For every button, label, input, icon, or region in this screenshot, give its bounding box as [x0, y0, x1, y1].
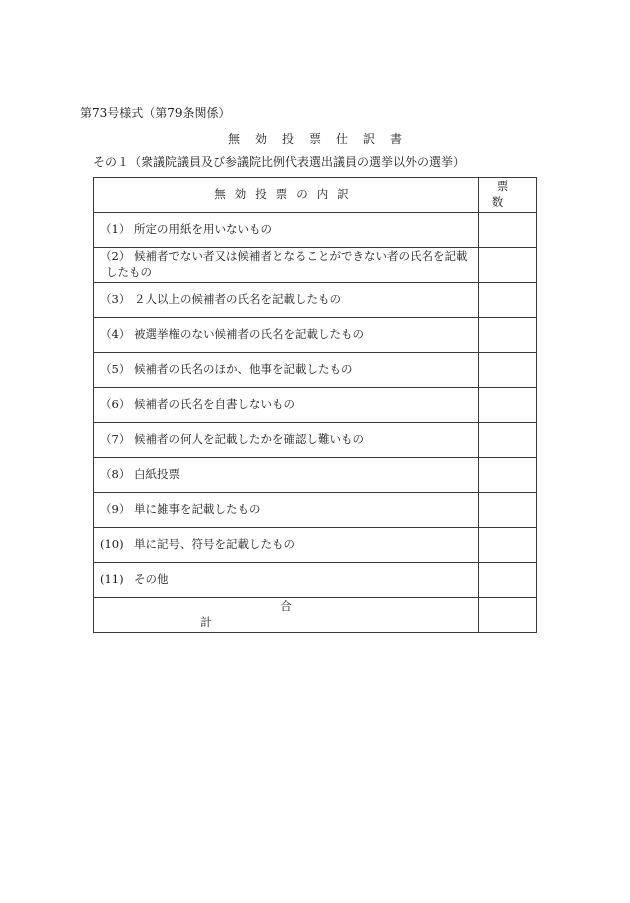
- total-count-cell[interactable]: [479, 598, 537, 633]
- item-text: 候補者の氏名を自書しないもの: [134, 397, 295, 412]
- item-number: (11): [100, 572, 124, 587]
- count-cell[interactable]: [479, 318, 537, 353]
- item-cell: [94, 213, 479, 248]
- count-cell[interactable]: [479, 388, 537, 423]
- item-text: 単に雑事を記載したもの: [134, 502, 261, 517]
- count-cell[interactable]: [479, 283, 537, 318]
- table-row: [94, 318, 537, 353]
- item-text: 所定の用紙を用いないもの: [134, 222, 272, 237]
- table-row: [94, 493, 537, 528]
- item-number: （9）: [100, 502, 131, 517]
- item-text-continued: したもの: [106, 265, 152, 279]
- total-label: 合計: [94, 598, 479, 633]
- table-row: [94, 248, 537, 283]
- table-row: [94, 563, 537, 598]
- count-cell[interactable]: [479, 213, 537, 248]
- item-number: （8）: [100, 467, 131, 482]
- count-cell[interactable]: [479, 248, 537, 283]
- count-cell[interactable]: [479, 353, 537, 388]
- item-text: 被選挙権のない候補者の氏名を記載したもの: [134, 327, 364, 342]
- item-text: 白紙投票: [134, 467, 180, 482]
- header-item-breakdown: 無効投票の内訳: [94, 178, 479, 213]
- table-row: [94, 423, 537, 458]
- item-number: （4）: [100, 327, 131, 342]
- item-number: （5）: [100, 362, 131, 377]
- item-text: 候補者でない者又は候補者となることができない者の氏名を記載: [134, 249, 468, 264]
- document-title-text: 無効投票仕訳書: [227, 132, 417, 146]
- count-cell[interactable]: [479, 423, 537, 458]
- table-header-row: [94, 178, 537, 213]
- item-cell: [94, 318, 479, 353]
- item-text: その他: [134, 572, 169, 587]
- item-cell: [94, 248, 479, 283]
- count-cell[interactable]: [479, 528, 537, 563]
- item-cell: [94, 563, 479, 598]
- item-number: (10): [100, 537, 124, 552]
- item-cell: [94, 458, 479, 493]
- header-vote-count: 票数: [479, 178, 537, 213]
- table-row: [94, 283, 537, 318]
- item-number: （3）: [100, 292, 131, 307]
- item-number: （1）: [100, 222, 131, 237]
- item-text: 単に記号、符号を記載したもの: [134, 537, 295, 552]
- count-cell[interactable]: [479, 493, 537, 528]
- item-cell: [94, 493, 479, 528]
- form-number: 第73号様式（第79条関係）: [80, 106, 231, 120]
- item-cell: [94, 528, 479, 563]
- table-row: [94, 388, 537, 423]
- item-cell: [94, 283, 479, 318]
- count-cell[interactable]: [479, 563, 537, 598]
- document-title: [0, 130, 630, 147]
- invalid-vote-breakdown-table: [93, 177, 537, 633]
- table-row: [94, 213, 537, 248]
- item-cell: [94, 423, 479, 458]
- table-row: [94, 353, 537, 388]
- item-cell: [94, 388, 479, 423]
- count-cell[interactable]: [479, 458, 537, 493]
- document-subtitle: その１（衆議院議員及び参議院比例代表選出議員の選挙以外の選挙）: [93, 155, 466, 169]
- item-cell: [94, 353, 479, 388]
- item-text: ２人以上の候補者の氏名を記載したもの: [134, 292, 341, 307]
- item-text: 候補者の何人を記載したかを確認し難いもの: [134, 432, 364, 447]
- item-number: （7）: [100, 432, 131, 447]
- table-row: [94, 458, 537, 493]
- table-row: [94, 528, 537, 563]
- item-text: 候補者の氏名のほか、他事を記載したもの: [134, 362, 353, 377]
- item-number: （6）: [100, 397, 131, 412]
- item-number: （2）: [100, 249, 131, 264]
- total-row: [94, 598, 537, 633]
